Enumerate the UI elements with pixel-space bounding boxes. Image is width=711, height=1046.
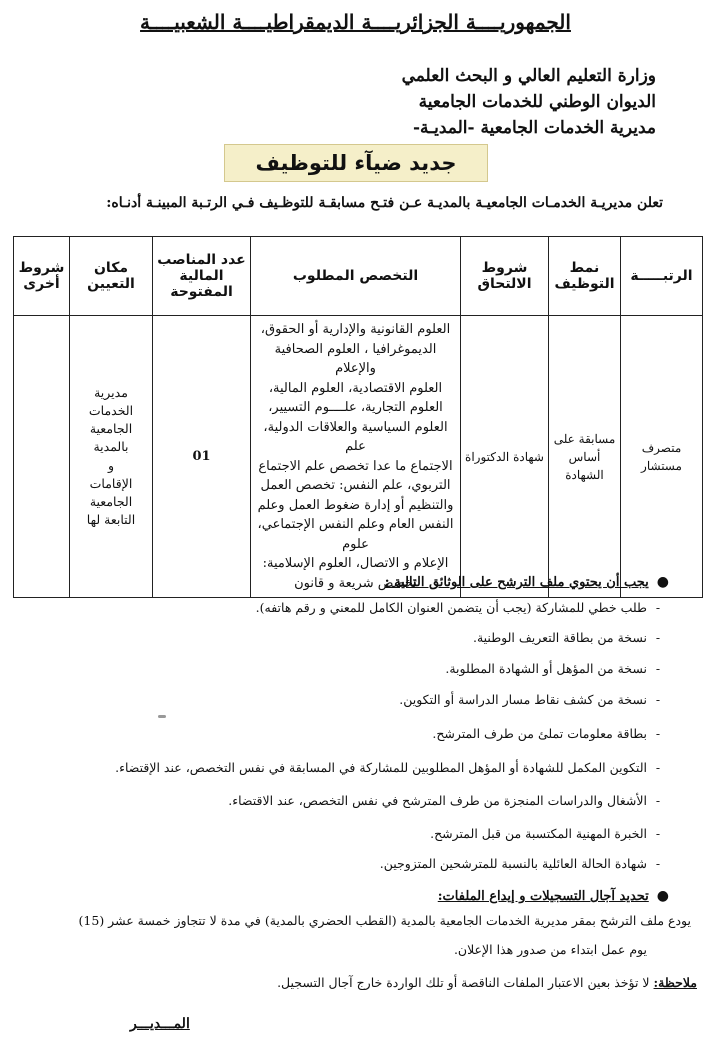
banner-label: جديد ضيآء للتوظيف (224, 144, 488, 182)
ministry-line: وزارة التعليم العالي و البحث العلمي (401, 66, 656, 86)
dash-icon: - (655, 826, 661, 841)
office-line: الديوان الوطني للخدمات الجامعية (418, 92, 656, 112)
list-item (115, 760, 669, 775)
documents-section-heading (385, 574, 669, 590)
specialty-line: العلوم القانونية والإدارية أو الحقوق، (260, 322, 451, 337)
bullet-icon: ● (656, 574, 669, 590)
header-specialty: التخصص المطلوب (251, 237, 461, 316)
header-mode: نمط التوظيف (549, 237, 621, 316)
deadline-line-2: يوم عمل ابتداء من صدور هذا الإعلان. (453, 942, 647, 957)
director-signature: المـــديـــر (130, 1016, 190, 1032)
republic-heading: الجمهوريــــة الجزائريــــة الديمقراطيــــة الشعبيــــة (140, 10, 571, 34)
header-rank: الرتبـــــة (621, 237, 703, 316)
note-label: ملاحظة: (653, 975, 697, 990)
list-item-text: نسخة من كشف نقاط مسار الدراسة أو التكوين. (399, 692, 647, 707)
note-text: لا تؤخذ بعين الاعتبار الملفات الناقصة أو تلك الواردة خارج آجال التسجيل. (277, 975, 650, 990)
list-item-text: الأشغال والدراسات المنجزة من طرف المترشح في نفس التخصص، عند الاقتضاء. (228, 793, 647, 808)
deadline-section-title: تحديد آجال التسجيلات و إيداع الملفات: (437, 889, 649, 904)
deadline-line-1: يودع ملف الترشح بمقر مديرية الخدمات الجامعية بالمدية (القطب الحضري بالمدية) في مدة لا تتجاوز خمسة عشر (15) (78, 913, 691, 928)
scan-speck (158, 715, 166, 718)
dash-icon: - (655, 630, 661, 645)
list-item (432, 726, 669, 741)
specialty-line: الإعلام و الاتصال، العلوم الإسلامية: (262, 556, 449, 571)
list-item (380, 856, 669, 871)
dash-icon: - (655, 600, 661, 615)
dash-icon: - (655, 726, 661, 741)
list-item (228, 793, 669, 808)
location-line: الجامعية (89, 493, 133, 509)
header-positions: عدد المناصب المالية المفتوحة (153, 237, 251, 316)
cell-rank: متصرف مستشار (621, 316, 703, 598)
dash-icon: - (655, 661, 661, 676)
dash-icon: - (655, 692, 661, 707)
header-other: شروط أخرى (14, 237, 70, 316)
header-condition: شروط الالتحاق (461, 237, 549, 316)
specialty-line: العلوم السياسية والعلاقات الدولية، علم (263, 419, 448, 454)
list-item-text: نسخة من بطاقة التعريف الوطنية. (472, 630, 647, 645)
specialty-line: العلوم الاقتصادية، العلوم المالية، (268, 380, 443, 396)
list-item-text: نسخة من المؤهل أو الشهادة المطلوبة. (445, 661, 647, 676)
cell-other (14, 316, 70, 598)
note (277, 975, 697, 990)
specialty-line: التربوي، علم النفس: تخصص العمل (260, 478, 451, 493)
specialty-line: الاجتماع ما عدا تخصص علم الاجتماع (258, 458, 453, 474)
dash-icon: - (655, 856, 661, 871)
list-item (473, 630, 669, 645)
dash-icon: - (655, 793, 661, 808)
bullet-icon: ● (656, 888, 669, 904)
directorate-line: مديرية الخدمات الجامعية -المديـة- (412, 118, 656, 138)
cell-location (70, 316, 153, 598)
cell-mode: مسابقة على أساس الشهادة (549, 316, 621, 598)
intro-text: تعلن مديريـة الخدمـات الجامعيـة بالمديـة عـن فتـح مسابقـة للتوظـيف فـي الرتـبة المبينـة أدنـاه: (106, 195, 663, 211)
specialty-line: والتنظيم أو إدارة ضغوط العمل وعلم (257, 497, 454, 513)
location-line: مديرية (94, 385, 128, 400)
documents-section-title: يجب أن يحتوي ملف الترشح على الوثائق التالية : (384, 575, 649, 590)
deadline-section-heading (438, 888, 669, 904)
list-item-text: التكوين المكمل للشهادة أو المؤهل المطلوبين للمشاركة في المسابقة في نفس التخصص، عند الإقتضاء. (115, 760, 647, 775)
location-line: التابعة لها (86, 511, 136, 527)
dash-icon: - (655, 760, 661, 775)
list-item-text: طلب خطي للمشاركة (يجب أن يتضمن العنوان الكامل للمعني و رقم هاتفه). (255, 600, 647, 615)
list-item (256, 600, 669, 615)
specialty-line: تخصص شريعة و قانون (294, 575, 417, 591)
location-line: و (107, 457, 115, 473)
location-line: الإقامات (89, 475, 133, 491)
cell-positions: 01 (153, 316, 251, 598)
location-line: بالمدية (93, 439, 129, 455)
header-location: مكان التعيين (70, 237, 153, 316)
recruitment-table (13, 236, 703, 598)
specialty-line: الديموغرافيا ، العلوم الصحافية والإعلام (274, 341, 437, 376)
list-item (445, 661, 669, 676)
cell-specialty (251, 316, 461, 598)
table-row (14, 316, 703, 598)
list-item (430, 826, 669, 841)
location-line: الجامعية (89, 421, 133, 437)
table-header-row (14, 237, 703, 316)
list-item (399, 692, 669, 707)
list-item-text: بطاقة معلومات تملئ من طرف المترشح. (432, 726, 647, 741)
cell-condition: شهادة الدكتوراة (461, 316, 549, 598)
list-item-text: شهادة الحالة العائلية بالنسبة للمترشحين المتزوجين. (379, 856, 647, 871)
location-line: الخدمات (88, 403, 134, 419)
specialty-line: العلوم التجارية، علــــوم التسيير، (268, 400, 443, 415)
specialty-line: النفس العام وعلم النفس الإجتماعي، علوم (257, 517, 454, 552)
list-item-text: الخبرة المهنية المكتسبة من قبل المترشح. (430, 826, 647, 841)
